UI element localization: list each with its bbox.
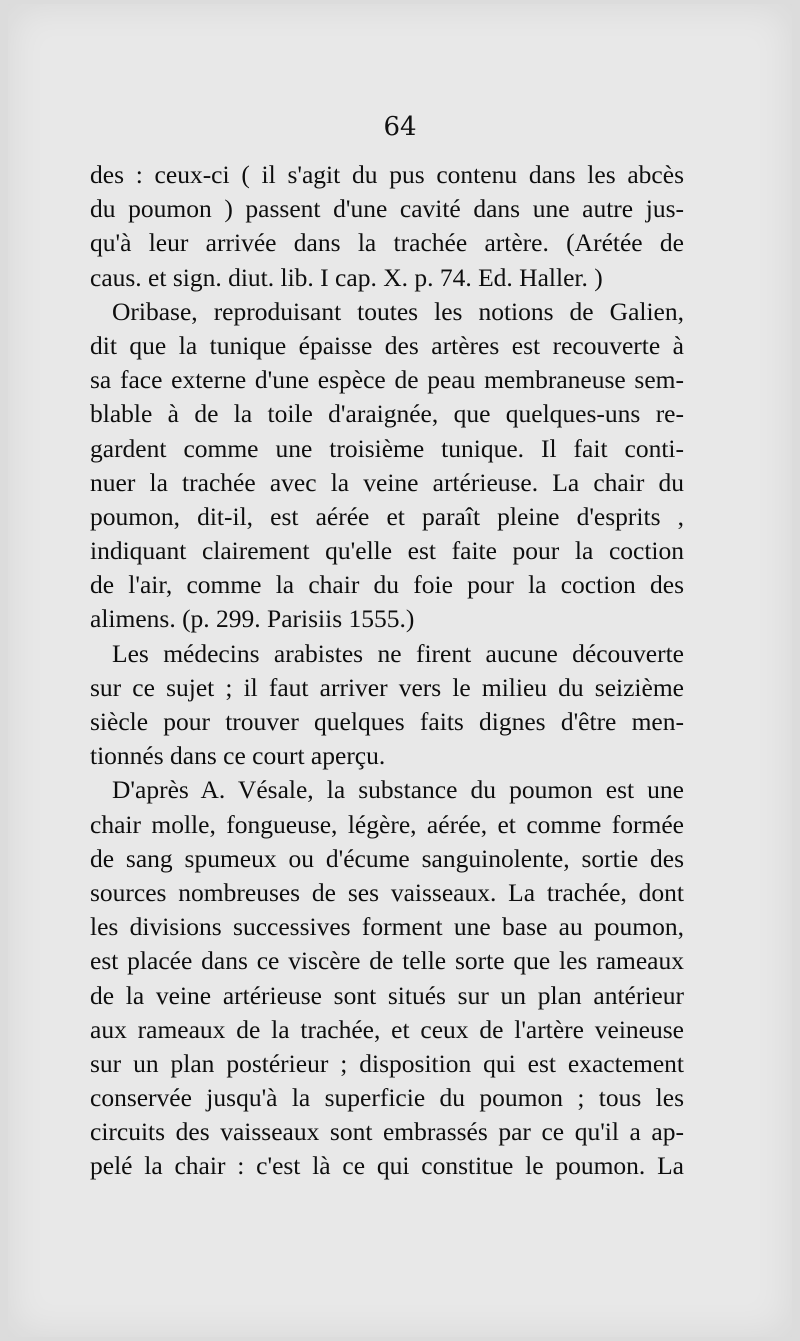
text-line: sources nombreuses de ses vaisseaux. La trachée, dont: [90, 877, 684, 907]
text-line: blable à de la toile d'araignée, que quelques-uns re-: [90, 399, 684, 429]
text-line: de l'air, comme la chair du foie pour la coction des: [90, 570, 684, 600]
text-line: les divisions successives forment une base au poumon,: [90, 912, 684, 942]
text-line: indiquant clairement qu'elle est faite pour la coction: [90, 536, 684, 566]
text-line: des : ceux-ci ( il s'agit du pus contenu dans les abcès: [90, 160, 684, 189]
text-line: Les médecins arabistes ne firent aucune découverte: [112, 638, 684, 668]
text-line: aux rameaux de la trachée, et ceux de l'artère veineuse: [90, 1014, 684, 1044]
text-line: pelé la chair : c'est là ce qui constitue le poumon. La: [90, 1151, 684, 1181]
text-line: sur ce sujet ; il faut arriver vers le milieu du seizième: [90, 672, 684, 702]
text-line: qu'à leur arrivée dans la trachée artère. (Arétée de: [90, 228, 684, 258]
text-line: D'après A. Vésale, la substance du poumon est une: [112, 775, 684, 805]
text-line: sa face externe d'une espèce de peau membraneuse sem-: [90, 365, 684, 395]
text-line: de sang spumeux ou d'écume sanguinolente, sortie des: [90, 843, 684, 873]
text-line: circuits des vaisseaux sont embrassés par ce qu'il a ap-: [90, 1117, 684, 1147]
text-line: est placée dans ce viscère de telle sorte que les rameaux: [90, 946, 684, 976]
text-line: de la veine artérieuse sont situés sur un plan antérieur: [90, 980, 684, 1010]
text-line: gardent comme une troisième tunique. Il fait conti-: [90, 433, 684, 463]
book-page: [8, 4, 792, 1337]
text-line: dit que la tunique épaisse des artères est recouverte à: [90, 330, 684, 360]
text-line: du poumon ) passent d'une cavité dans une autre jus-: [90, 194, 684, 224]
text-line: Oribase, reproduisant toutes les notions de Galien,: [112, 296, 684, 326]
text-line: chair molle, fongueuse, légère, aérée, et comme formée: [90, 809, 684, 839]
text-line: siècle pour trouver quelques faits dignes d'être men-: [90, 707, 684, 736]
text-line: alimens. (p. 299. Parisiis 1555.): [90, 604, 415, 634]
page-number: 64: [383, 112, 417, 142]
body-text: [90, 158, 684, 1184]
text-line: caus. et sign. diut. lib. I cap. X. p. 74. Ed. Haller. ): [90, 262, 603, 292]
text-line: conservée jusqu'à la superficie du poumon ; tous les: [90, 1083, 684, 1113]
text-line: poumon, dit-il, est aérée et paraît pleine d'esprits ,: [90, 501, 684, 531]
text-line: tionnés dans ce court aperçu.: [90, 741, 386, 771]
text-line: sur un plan postérieur ; disposition qui est exactement: [90, 1048, 684, 1078]
text-line: nuer la trachée avec la veine artérieuse. La chair du: [90, 467, 684, 497]
